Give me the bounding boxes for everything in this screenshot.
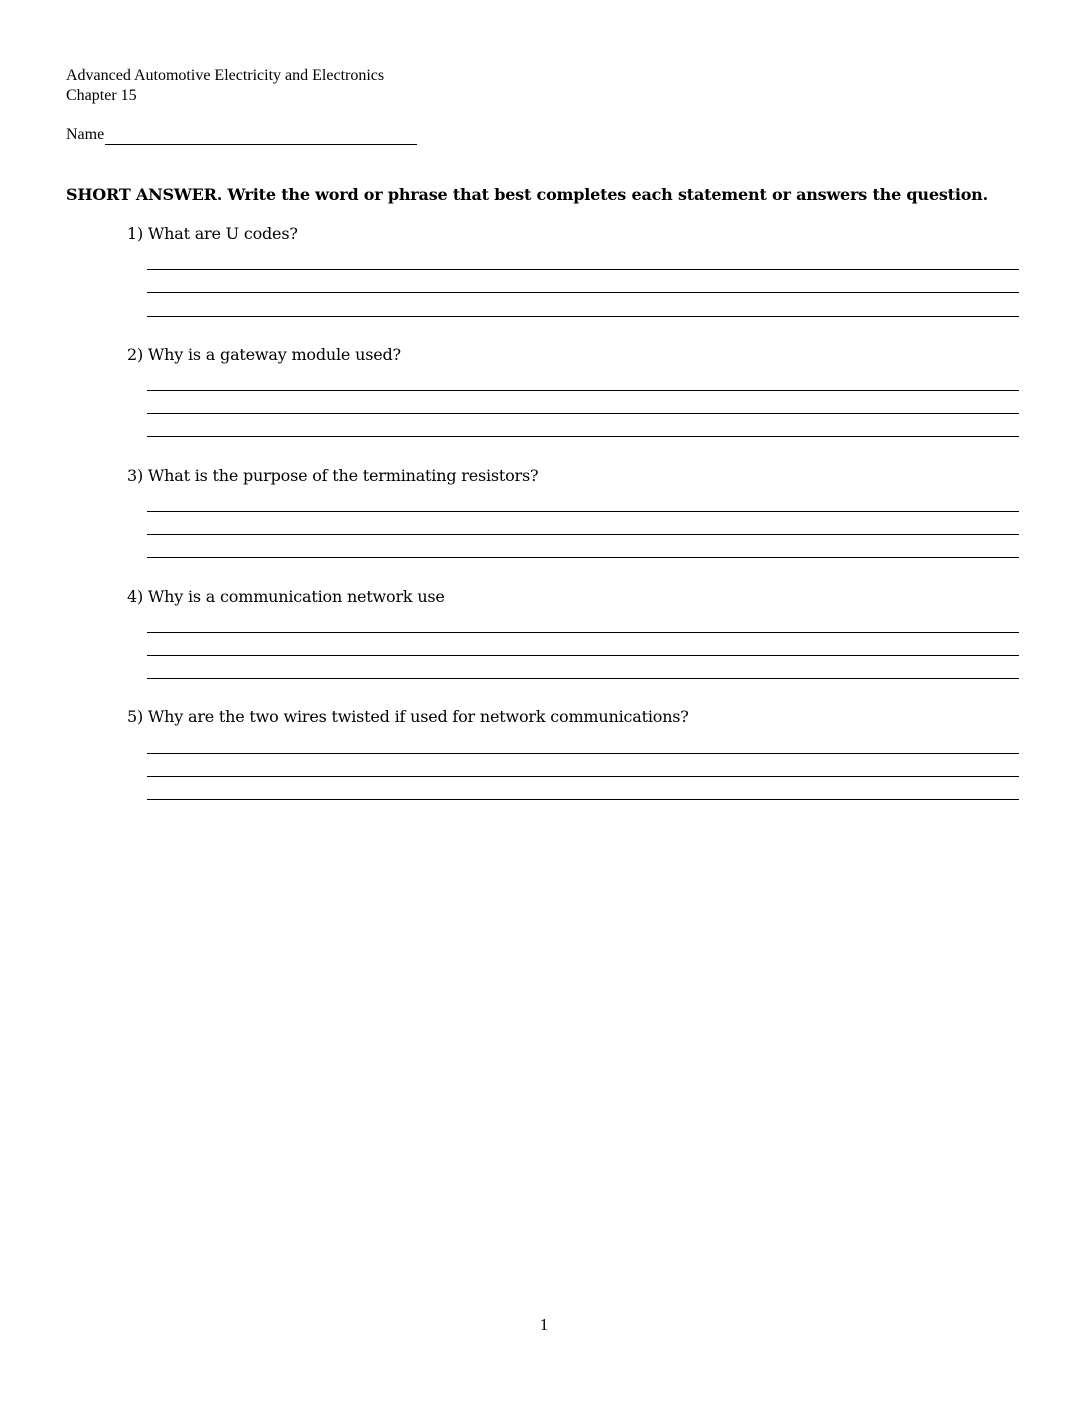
question-text: 2) Why is a gateway module used? bbox=[127, 345, 401, 364]
answer-line[interactable] bbox=[147, 799, 1019, 800]
question-2 bbox=[127, 345, 1019, 365]
page-number: 1 bbox=[539, 1315, 549, 1334]
course-title: Advanced Automotive Electricity and Electronics bbox=[66, 67, 385, 84]
answer-line[interactable] bbox=[147, 632, 1019, 633]
answer-line[interactable] bbox=[147, 269, 1019, 270]
answer-line[interactable] bbox=[147, 776, 1019, 777]
instructions: SHORT ANSWER. Write the word or phrase that best completes each statement or answers the question. bbox=[66, 185, 988, 204]
answer-line[interactable] bbox=[147, 753, 1019, 754]
answer-line[interactable] bbox=[147, 511, 1019, 512]
name-field[interactable] bbox=[105, 126, 417, 145]
question-text: 1) What are U codes? bbox=[127, 224, 298, 243]
answer-line[interactable] bbox=[147, 390, 1019, 391]
chapter-label: Chapter 15 bbox=[66, 87, 137, 104]
question-3 bbox=[127, 466, 1019, 486]
question-4 bbox=[127, 587, 1019, 607]
answer-line[interactable] bbox=[147, 655, 1019, 656]
answer-line[interactable] bbox=[147, 436, 1019, 437]
answer-line[interactable] bbox=[147, 292, 1019, 293]
question-text: 4) Why is a communication network use bbox=[127, 587, 445, 606]
question-1 bbox=[127, 224, 1019, 244]
name-row bbox=[66, 125, 417, 145]
question-5 bbox=[127, 707, 1019, 727]
answer-line[interactable] bbox=[147, 557, 1019, 558]
answer-line[interactable] bbox=[147, 534, 1019, 535]
name-label: Name bbox=[66, 126, 105, 143]
answer-line[interactable] bbox=[147, 316, 1019, 317]
question-text: 3) What is the purpose of the terminating resistors? bbox=[127, 466, 539, 485]
answer-line[interactable] bbox=[147, 678, 1019, 679]
question-text: 5) Why are the two wires twisted if used for network communications? bbox=[127, 707, 689, 726]
answer-line[interactable] bbox=[147, 413, 1019, 414]
